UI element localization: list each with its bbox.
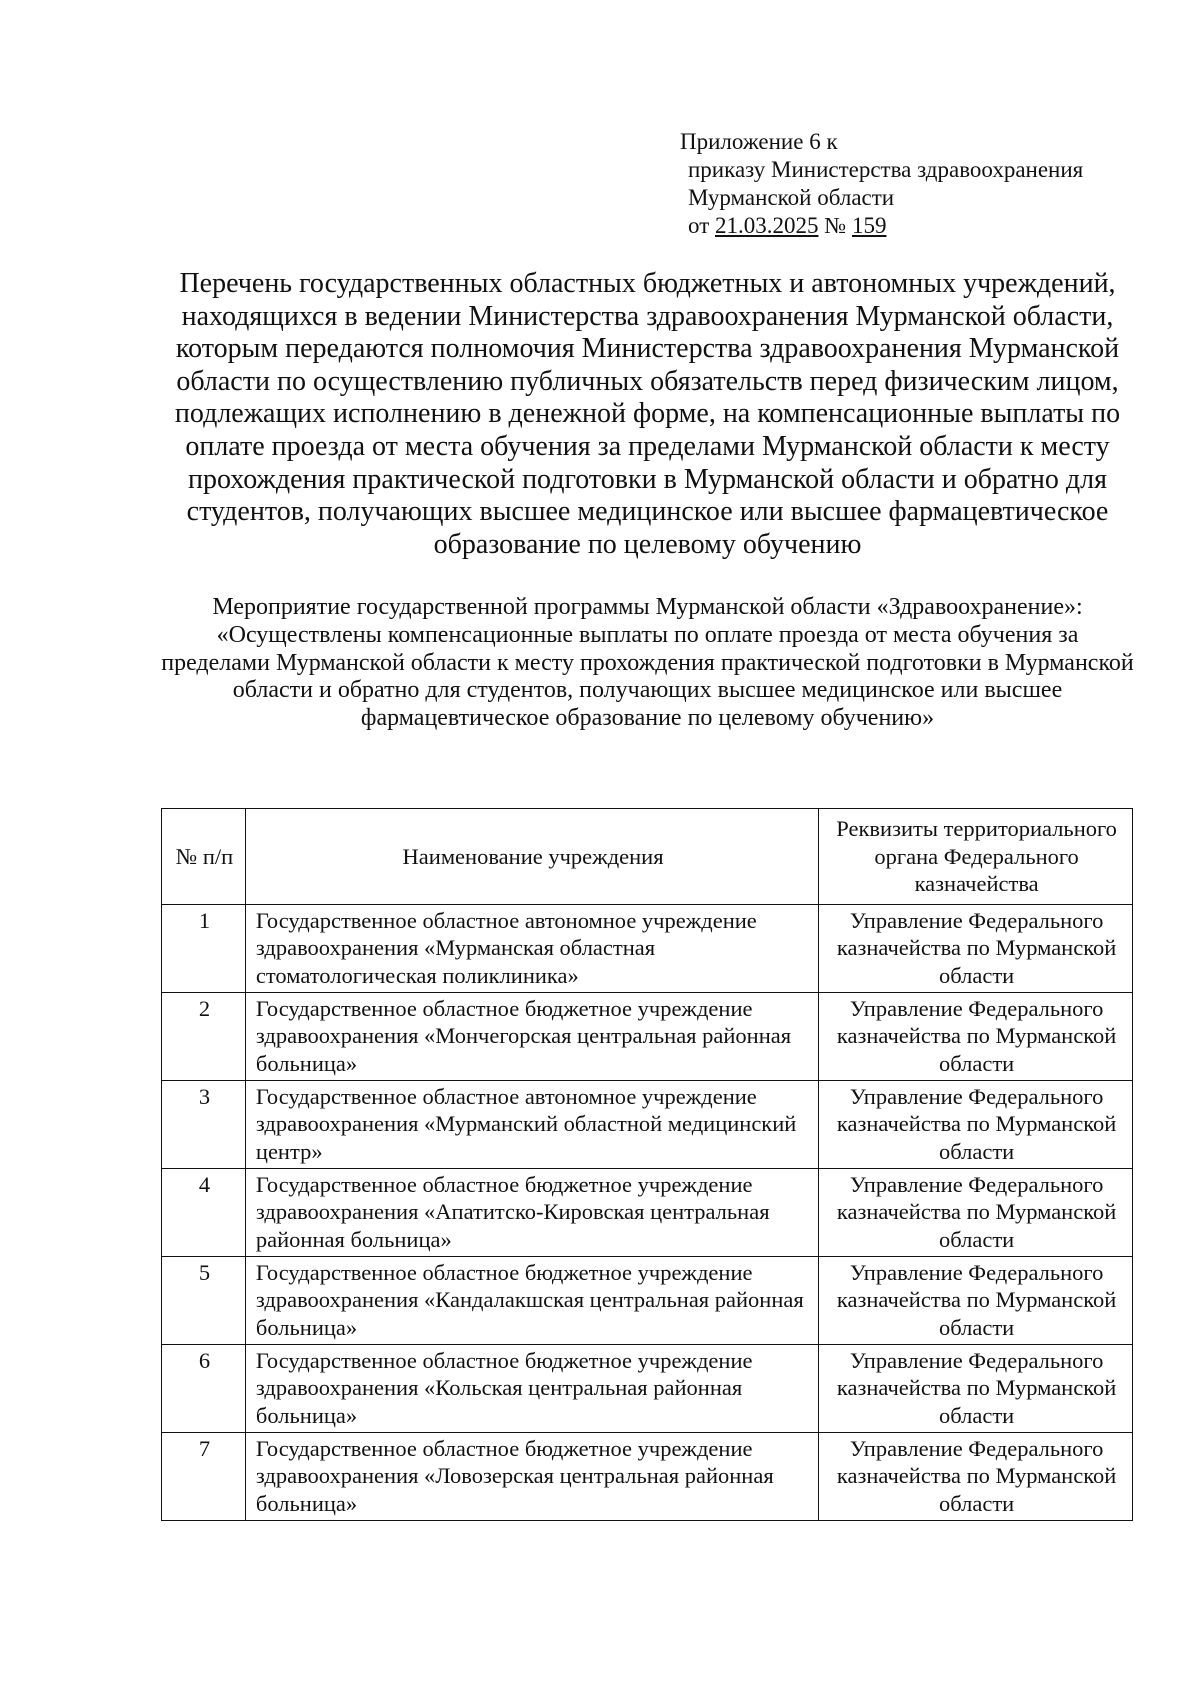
appendix-line-3: Мурманской области bbox=[688, 185, 895, 210]
appendix-header bbox=[680, 128, 1150, 240]
program-subtitle: Мероприятие государственной программы Мурманской области «Здравоохранение»: «Осуществлены компенсационные выплаты по оплате проезда от места обучения за пределами Мурманской области к месту прохождения практической подготовки в Мурманской области и обратно для студентов, получающих высшее медицинское или высшее фармацевтическое образование по целевому обучению» bbox=[161, 594, 1134, 732]
institutions-table bbox=[161, 808, 1133, 1521]
order-number: 159 bbox=[851, 213, 887, 238]
row-name: Государственное областное бюджетное учреждение здравоохранения «Мончегорская центральная районная больница» bbox=[245, 992, 818, 1080]
appendix-date-line bbox=[680, 212, 1150, 240]
row-name: Государственное областное бюджетное учреждение здравоохранения «Ловозерская центральная районная больница» bbox=[245, 1432, 818, 1520]
header-name: Наименование учреждения bbox=[245, 809, 818, 905]
row-name: Государственное областное автономное учреждение здравоохранения «Мурманский областной медицинский центр» bbox=[245, 1080, 818, 1168]
header-num: № п/п bbox=[162, 809, 246, 905]
table-row bbox=[162, 1432, 1133, 1520]
row-requisites: Управление Федерального казначейства по Мурманской области bbox=[819, 1432, 1133, 1520]
row-num: 4 bbox=[162, 1168, 246, 1256]
table-row bbox=[162, 1080, 1133, 1168]
table-row bbox=[162, 992, 1133, 1080]
table-header-row bbox=[162, 809, 1133, 905]
row-num: 3 bbox=[162, 1080, 246, 1168]
appendix-line-1: Приложение 6 к bbox=[680, 129, 838, 154]
row-requisites: Управление Федерального казначейства по Мурманской области bbox=[819, 904, 1133, 992]
row-num: 5 bbox=[162, 1256, 246, 1344]
row-num: 1 bbox=[162, 904, 246, 992]
row-num: 6 bbox=[162, 1344, 246, 1432]
appendix-line-2: приказу Министерства здравоохранения bbox=[688, 157, 1084, 182]
row-num: 7 bbox=[162, 1432, 246, 1520]
table-row bbox=[162, 1344, 1133, 1432]
header-requisites: Реквизиты территориального органа Федерального казначейства bbox=[819, 809, 1133, 905]
date-prefix: от bbox=[688, 213, 715, 238]
row-name: Государственное областное бюджетное учреждение здравоохранения «Кандалакшская центральная районная больница» bbox=[245, 1256, 818, 1344]
row-requisites: Управление Федерального казначейства по Мурманской области bbox=[819, 1080, 1133, 1168]
table-row bbox=[162, 1256, 1133, 1344]
number-prefix: № bbox=[818, 213, 852, 238]
row-name: Государственное областное бюджетное учреждение здравоохранения «Апатитско-Кировская центральная районная больница» bbox=[245, 1168, 818, 1256]
table-row bbox=[162, 904, 1133, 992]
row-name: Государственное областное бюджетное учреждение здравоохранения «Кольская центральная районная больница» bbox=[245, 1344, 818, 1432]
row-requisites: Управление Федерального казначейства по Мурманской области bbox=[819, 1256, 1133, 1344]
table-row bbox=[162, 1168, 1133, 1256]
row-num: 2 bbox=[162, 992, 246, 1080]
document-title: Перечень государственных областных бюджетных и автономных учреждений, находящихся в ведении Министерства здравоохранения Мурманской области, которым передаются полномочия Министерства здравоохранения Мурманской области по осуществлению публичных обязательств перед физическим лицом, подлежащих исполнению в денежной форме, на компенсационные выплаты по оплате проезда от места обучения за пределами Мурманской области к месту прохождения практической подготовки в Мурманской области и обратно для студентов, получающих высшее медицинское или высшее фармацевтическое образование по целевому обучению bbox=[174, 268, 1121, 560]
row-requisites: Управление Федерального казначейства по Мурманской области bbox=[819, 1168, 1133, 1256]
row-requisites: Управление Федерального казначейства по Мурманской области bbox=[819, 1344, 1133, 1432]
order-date: 21.03.2025 bbox=[715, 213, 819, 238]
row-name: Государственное областное автономное учреждение здравоохранения «Мурманская областная стоматологическая поликлиника» bbox=[245, 904, 818, 992]
row-requisites: Управление Федерального казначейства по Мурманской области bbox=[819, 992, 1133, 1080]
